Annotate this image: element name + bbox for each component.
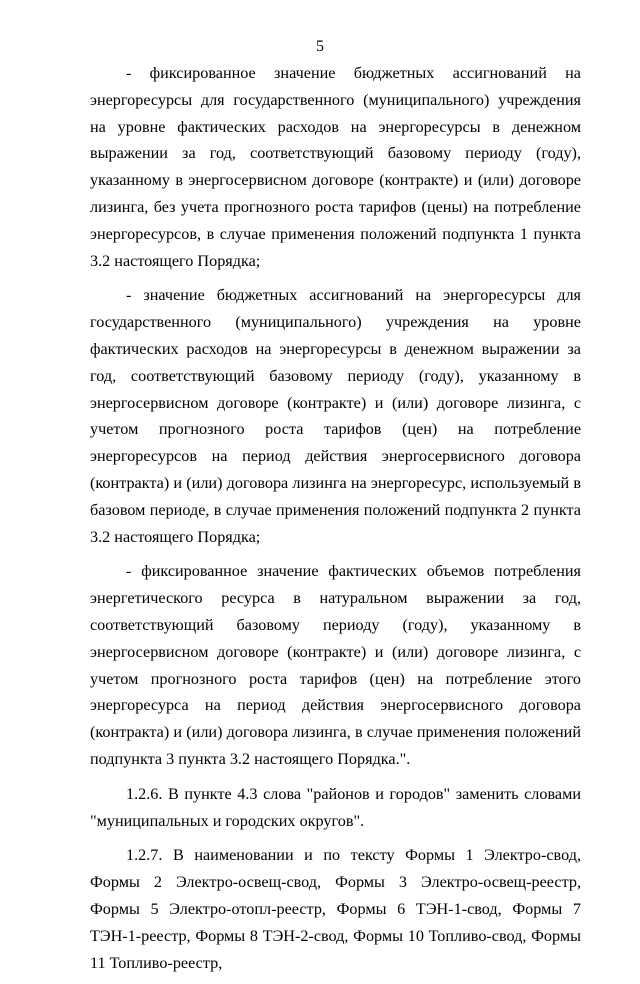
paragraph-budget-value-with-forecast: - значение бюджетных ассигнований на энергоресурсы для государственного (муниципального) учреждения на уровне фактических расходов на энергоресурсы в денежном выражении за год, соответствующий базовому периоду (году), указанному в энергосервисном договоре (контракте) и (или) договоре лизинга, с учетом прогнозного роста тарифов (цен) на потребление энергоресурсов на период действия энергосервисного договора (контракта) и (или) договора лизинга на энергоресурс, используемый в базовом периоде, в случае применения положений подпункта 2 пункта 3.2 настоящего Порядка; [90,286,581,546]
paragraph-1-2-7: 1.2.7. В наименовании и по тексту Формы 1 Электро-свод, Формы 2 Электро-освещ-свод, Формы 3 Электро-освещ-реестр, Формы 5 Электро-отопл-реестр, Формы 6 ТЭН-1-свод, Формы 7 ТЭН-1-реестр, Формы 8 ТЭН-2-свод, Формы 10 Топливо-свод, Формы 11 Топливо-реестр, [90,846,581,972]
document-body [90,60,581,984]
paragraph-1-2-6: 1.2.6. В пункте 4.3 слова "районов и городов" заменить словами "муниципальных и городских округов". [90,784,581,830]
page-number: 5 [316,38,324,55]
paragraph-fixed-budget-value: - фиксированное значение бюджетных ассигнований на энергоресурсы для государственного (муниципального) учреждения на уровне фактических расходов на энергоресурсы в денежном выражении за год, соответствующий базовому периоду (году), указанному в энергосервисном договоре (контракте) и (или) договоре лизинга, без учета прогнозного роста тарифов (цены) на потребление энергоресурсов, в случае применения положений подпункта 1 пункта 3.2 настоящего Порядка; [90,64,581,270]
paragraph-fixed-consumption-volume: - фиксированное значение фактических объемов потребления энергетического ресурса в натуральном выражении за год, соответствующий базовому периоду (году), указанному в энергосервисном договоре (контракте) и (или) договоре лизинга, с учетом прогнозного роста тарифов (цен) на потребление этого энергоресурса на период действия энергосервисного договора (контракта) и (или) договора лизинга, в случае применения положений подпункта 3 пункта 3.2 настоящего Порядка.". [90,562,581,768]
